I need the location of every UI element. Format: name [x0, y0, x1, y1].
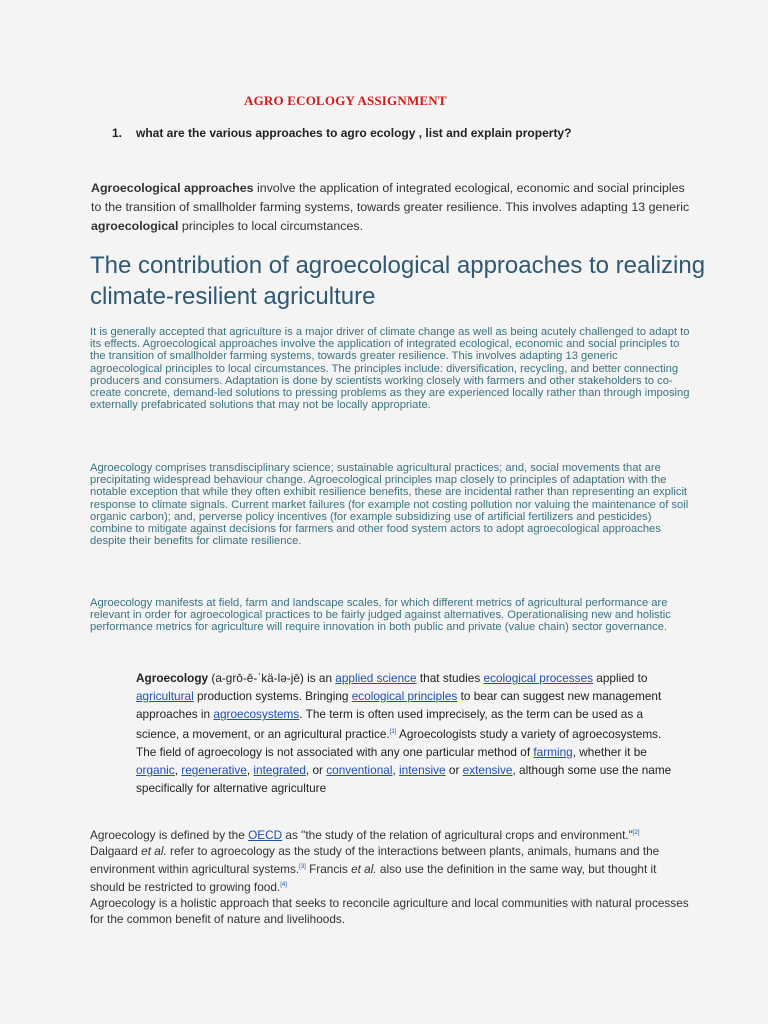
- question-item: [112, 126, 571, 140]
- quote-text: , or: [305, 763, 327, 778]
- quote-text: applied to: [593, 671, 648, 685]
- definition-quote: [136, 669, 676, 798]
- quote-text: or: [445, 763, 463, 778]
- intro-text-1: involve the application of integrated ecological, economic and social principles to the transition of smallholder farming systems, towards greater resilience. This involves adapting 13 generic: [91, 181, 690, 214]
- reference-1[interactable]: [1]: [389, 729, 397, 736]
- def-text: also use the definition in the same way, but thought it should be restricted to growing food.: [90, 861, 657, 894]
- definition-paragraph: [90, 826, 690, 895]
- link-ecological-principles[interactable]: ecological principles: [351, 689, 458, 704]
- link-ecological-processes[interactable]: ecological processes: [483, 671, 594, 685]
- quote-pronunciation: (a-grō-ē-ˈkä-lə-jē) is an: [208, 671, 336, 685]
- quote-term: Agroecology: [136, 671, 209, 685]
- def-et-al: et al.: [141, 843, 167, 858]
- link-conventional[interactable]: conventional: [326, 763, 393, 778]
- link-intensive[interactable]: intensive: [399, 763, 446, 778]
- def-text: Francis: [305, 861, 352, 876]
- body-paragraph-2: Agroecology comprises transdisciplinary science; sustainable agricultural practices; and, social movements that are precipitating widespread behaviour change. Agroecological principles map closely to principles of adaptation with the notable exception that while they often exhibit resilience benefits, these are incidental rather than representing an explicit response to climate signals. Current market failures (for example not costing pollution nor valuing the maintenance of soil organic carbon); and, perverse policy incentives (for example subsidizing use of artificial fertilizers and pesticides) combine to mitigate against decisions for farmers and other food system actors to adopt agroecological approaches despite their benefits for climate resilience.: [90, 462, 689, 548]
- intro-bold-term: Agroecological approaches: [91, 181, 254, 195]
- def-text: Dalgaard: [90, 843, 142, 858]
- intro-paragraph: [91, 179, 691, 236]
- link-extensive[interactable]: extensive: [462, 763, 513, 778]
- link-organic[interactable]: organic: [136, 763, 175, 778]
- section-heading: The contribution of agroecological approaches to realizing climate-resilient agriculture: [90, 252, 706, 310]
- quote-text: , although some use the name specifically for alternative agriculture: [136, 763, 672, 796]
- link-farming[interactable]: farming: [533, 745, 573, 760]
- question-number: 1.: [112, 126, 123, 140]
- quote-text: Agroecologists study a variety of agroecosystems. The field of agroecology is not associated with any one particular method of: [136, 727, 662, 760]
- question-text: what are the various approaches to agro ecology , list and explain property?: [136, 126, 572, 140]
- quote-text: that studies: [416, 671, 484, 685]
- quote-text: ,: [392, 763, 400, 778]
- link-applied-science[interactable]: applied science: [335, 671, 417, 685]
- reference-3[interactable]: [3]: [299, 863, 306, 870]
- quote-text: ,: [174, 763, 182, 778]
- quote-text: . The term is often used imprecisely, as the term can be used as a science, a movement, or an agricultural practice.: [136, 707, 644, 742]
- quote-text: to bear can suggest new management approaches in: [136, 689, 662, 722]
- assignment-title: AGRO ECOLOGY ASSIGNMENT: [244, 93, 447, 108]
- def-text: as "the study of the relation of agricultural crops and environment.": [282, 827, 633, 842]
- intro-bold-term-2: agroecological: [91, 219, 179, 233]
- quote-text: ,: [246, 763, 254, 778]
- link-agroecosystems[interactable]: agroecosystems: [213, 707, 300, 722]
- reference-2[interactable]: [2]: [632, 830, 640, 836]
- link-agricultural[interactable]: agricultural: [136, 689, 194, 704]
- reference-4[interactable]: [4]: [280, 881, 287, 888]
- def-et-al: et al.: [351, 861, 377, 876]
- def-text: refer to agroecology as the study of the interactions between plants, animals, humans and the environment within agricultural systems.: [90, 843, 660, 876]
- body-paragraph-1: It is generally accepted that agriculture is a major driver of climate change as well as being acutely challenged to adapt to its effects. Agroecological approaches involve the application of integrated ecological, economic and social principles to the transition of smallholder farming systems, towards greater resilience. This involves adapting 13 generic agroecological principles to local circumstances. The principles include: diversification, recycling, and better connecting producers and consumers. Adaptation is done by scientists working closely with farmers and other stakeholders to co-create concrete, demand-led solutions to pressing problems as they are experienced locally rather than through imposing externally prefabricated solutions that may not be locally appropriate.: [90, 326, 690, 412]
- body-paragraph-3: Agroecology manifests at field, farm and landscape scales, for which different metrics of agricultural performance are relevant in order for agroecological practices to be fairly judged against alternatives. Operationalising new and holistic performance metrics for agriculture will require innovation in both public and private (value chain) sector governance.: [90, 597, 671, 634]
- quote-text: production systems. Bringing: [193, 689, 352, 704]
- link-regenerative[interactable]: regenerative: [181, 763, 247, 778]
- holistic-paragraph: Agroecology is a holistic approach that seeks to reconcile agriculture and local communities with natural processes for the common benefit of nature and livelihoods.: [90, 896, 689, 926]
- def-text: Agroecology is defined by the: [90, 827, 249, 842]
- link-oecd[interactable]: OECD: [248, 827, 283, 842]
- intro-text-2: principles to local circumstances.: [178, 219, 364, 233]
- link-integrated[interactable]: integrated: [253, 763, 306, 778]
- quote-text: , whether it be: [572, 745, 647, 760]
